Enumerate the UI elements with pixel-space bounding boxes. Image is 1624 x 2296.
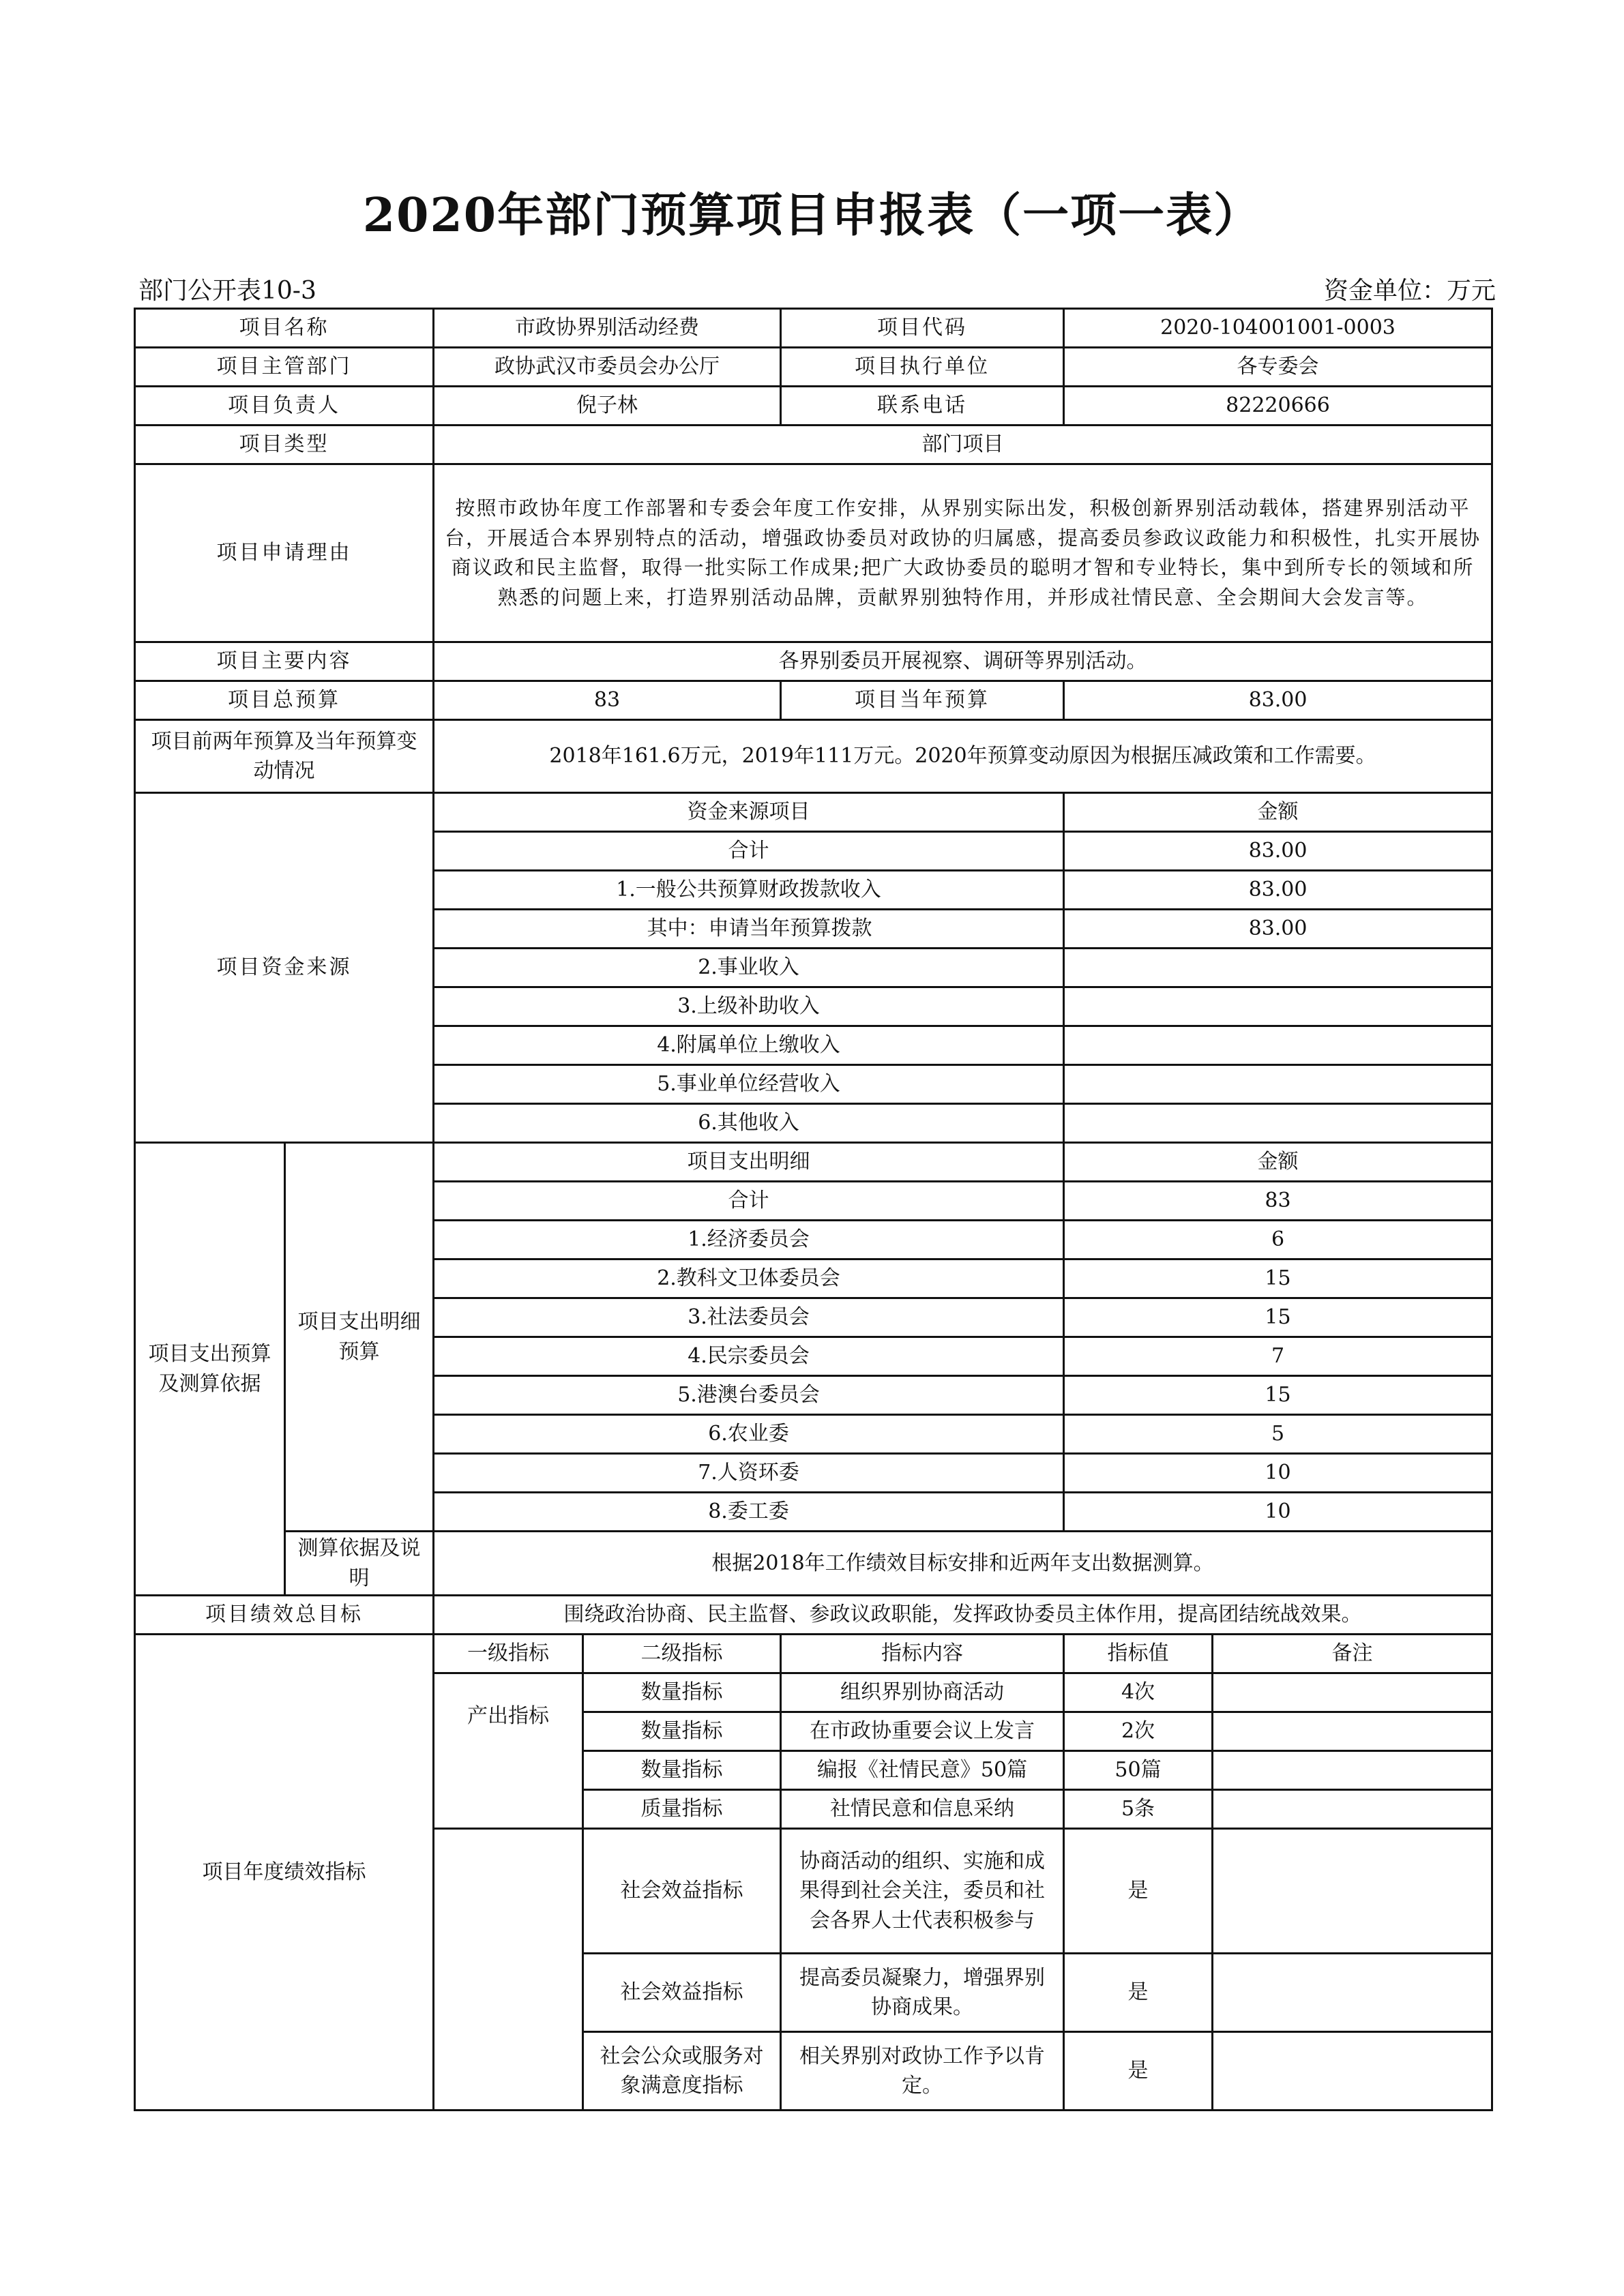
dept-label: 项目主管部门: [135, 348, 434, 387]
funding-item: 4.附属单位上缴收入: [434, 1026, 1064, 1065]
expense-col-item: 项目支出明细: [434, 1143, 1064, 1182]
funding-amount: [1064, 1104, 1492, 1143]
table-row: [135, 387, 1492, 426]
perf-l2: 社会效益指标: [583, 1954, 781, 2032]
perf-value: 2次: [1064, 1712, 1213, 1751]
funding-col-item: 资金来源项目: [434, 793, 1064, 832]
expense-amount: 6: [1064, 1221, 1492, 1259]
perf-note: [1213, 1712, 1492, 1751]
expense-col-amount: 金额: [1064, 1143, 1492, 1182]
perf-value: 50篇: [1064, 1751, 1213, 1790]
expense-item: 1.经济委员会: [434, 1221, 1064, 1259]
expense-amount: 15: [1064, 1298, 1492, 1337]
expense-sub-label: 项目支出明细预算: [285, 1143, 434, 1532]
expense-amount: 10: [1064, 1493, 1492, 1532]
expense-amount: 83: [1064, 1182, 1492, 1221]
perf-goal-value: 围绕政治协商、民主监督、参政议政职能，发挥政协委员主体作用，提高团结统战效果。: [434, 1596, 1492, 1635]
funding-item: 6.其他收入: [434, 1104, 1064, 1143]
expense-item: 3.社法委员会: [434, 1298, 1064, 1337]
funding-amount: [1064, 949, 1492, 987]
perf-output-label: 产出指标: [434, 1673, 583, 1829]
type-value: 部门项目: [434, 426, 1492, 464]
expense-item: 7.人资环委: [434, 1454, 1064, 1493]
perf-note: [1213, 1829, 1492, 1954]
perf-content: 提高委员凝聚力，增强界别协商成果。: [781, 1954, 1064, 2032]
expense-amount: 7: [1064, 1337, 1492, 1376]
table-row: [135, 464, 1492, 642]
perf-value: 5条: [1064, 1790, 1213, 1829]
project-name-value: 市政协界别活动经费: [434, 309, 781, 348]
leader-label: 项目负责人: [135, 387, 434, 426]
perf-header-value: 指标值: [1064, 1635, 1213, 1673]
expense-amount: 5: [1064, 1415, 1492, 1454]
expense-item: 2.教科文卫体委员会: [434, 1259, 1064, 1298]
table-row: [135, 720, 1492, 793]
perf-header-content: 指标内容: [781, 1635, 1064, 1673]
page-title: 2020年部门预算项目申报表（一项一表）: [362, 188, 1262, 243]
table-row: [135, 642, 1492, 681]
perf-l2: 社会效益指标: [583, 1829, 781, 1954]
perf-l2: 质量指标: [583, 1790, 781, 1829]
leader-value: 倪子林: [434, 387, 781, 426]
expense-amount: 10: [1064, 1454, 1492, 1493]
exec-unit-value: 各专委会: [1064, 348, 1492, 387]
perf-value: 是: [1064, 1829, 1213, 1954]
perf-content: 相关界别对政协工作予以肯定。: [781, 2032, 1064, 2111]
perf-note: [1213, 2032, 1492, 2111]
expense-label: 项目支出预算及测算依据: [135, 1143, 285, 1596]
expense-item: 6.农业委: [434, 1415, 1064, 1454]
type-label: 项目类型: [135, 426, 434, 464]
table-row: [135, 1596, 1492, 1635]
table-code: 部门公开表10-3: [138, 277, 316, 305]
total-budget-value: 83: [434, 681, 781, 720]
expense-item: 合计: [434, 1182, 1064, 1221]
funding-item: 3.上级补助收入: [434, 987, 1064, 1026]
content-value: 各界别委员开展视察、调研等界别活动。: [434, 642, 1492, 681]
perf-l2: 数量指标: [583, 1712, 781, 1751]
funding-item: 其中：申请当年预算拨款: [434, 910, 1064, 949]
perf-content: 社情民意和信息采纳: [781, 1790, 1064, 1829]
funding-item: 2.事业收入: [434, 949, 1064, 987]
unit-label: 资金单位：万元: [1323, 277, 1496, 305]
expense-item: 8.委工委: [434, 1493, 1064, 1532]
current-budget-value: 83.00: [1064, 681, 1492, 720]
perf-content: 协商活动的组织、实施和成果得到社会关注，委员和社会各界人士代表积极参与: [781, 1829, 1064, 1954]
perf-annual-label: 项目年度绩效指标: [135, 1635, 434, 2111]
content-label: 项目主要内容: [135, 642, 434, 681]
perf-value: 4次: [1064, 1673, 1213, 1712]
table-row: [135, 1532, 1492, 1596]
perf-content: 编报《社情民意》50篇: [781, 1751, 1064, 1790]
perf-content: 在市政协重要会议上发言: [781, 1712, 1064, 1751]
funding-col-amount: 金额: [1064, 793, 1492, 832]
funding-amount: [1064, 987, 1492, 1026]
perf-value: 是: [1064, 2032, 1213, 2111]
exec-unit-label: 项目执行单位: [781, 348, 1064, 387]
table-row: [135, 309, 1492, 348]
phone-label: 联系电话: [781, 387, 1064, 426]
budget-table: [134, 308, 1493, 2111]
table-row: [135, 1143, 1492, 1182]
funding-amount: [1064, 1065, 1492, 1104]
table-row: [135, 348, 1492, 387]
funding-amount: 83.00: [1064, 910, 1492, 949]
table-row: [135, 1635, 1492, 1673]
funding-amount: [1064, 1026, 1492, 1065]
table-row: [135, 681, 1492, 720]
history-label: 项目前两年预算及当年预算变动情况: [135, 720, 434, 793]
perf-l2: 数量指标: [583, 1751, 781, 1790]
expense-amount: 15: [1064, 1376, 1492, 1415]
funding-item: 5.事业单位经营收入: [434, 1065, 1064, 1104]
perf-header-l1: 一级指标: [434, 1635, 583, 1673]
table-row: [135, 426, 1492, 464]
history-value: 2018年161.6万元，2019年111万元。2020年预算变动原因为根据压减政策和工作需要。: [434, 720, 1492, 793]
perf-note: [1213, 1790, 1492, 1829]
funding-amount: 83.00: [1064, 871, 1492, 910]
perf-l2: 社会公众或服务对象满意度指标: [583, 2032, 781, 2111]
perf-goal-label: 项目绩效总目标: [135, 1596, 434, 1635]
expense-amount: 15: [1064, 1259, 1492, 1298]
perf-value: 是: [1064, 1954, 1213, 2032]
expense-item: 4.民宗委员会: [434, 1337, 1064, 1376]
perf-l2: 数量指标: [583, 1673, 781, 1712]
basis-value: 根据2018年工作绩效目标安排和近两年支出数据测算。: [434, 1532, 1492, 1596]
perf-header-l2: 二级指标: [583, 1635, 781, 1673]
phone-value: 82220666: [1064, 387, 1492, 426]
basis-label: 测算依据及说明: [285, 1532, 434, 1596]
reason-label: 项目申请理由: [135, 464, 434, 642]
dept-value: 政协武汉市委员会办公厅: [434, 348, 781, 387]
funding-amount: 83.00: [1064, 832, 1492, 871]
perf-header-note: 备注: [1213, 1635, 1492, 1673]
funding-item: 1.一般公共预算财政拨款收入: [434, 871, 1064, 910]
total-budget-label: 项目总预算: [135, 681, 434, 720]
project-code-label: 项目代码: [781, 309, 1064, 348]
funding-label: 项目资金来源: [135, 793, 434, 1143]
perf-note: [1213, 1673, 1492, 1712]
reason-value: 按照市政协年度工作部署和专委会年度工作安排，从界别实际出发，积极创新界别活动载体，搭建界别活动平台，开展适合本界别特点的活动，增强政协委员对政协的归属感，提高委员参政议政能力和积极性，扎实开展协商议政和民主监督，取得一批实际工作成果;把广大政协委员的聪明才智和专业特长，集中到所专长的领域和所熟悉的问题上来，打造界别活动品牌，贡献界别独特作用，并形成社情民意、全会期间大会发言等。: [434, 464, 1492, 642]
perf-effect-l1: [434, 1829, 583, 2111]
project-code-value: 2020-104001001-0003: [1064, 309, 1492, 348]
project-name-label: 项目名称: [135, 309, 434, 348]
current-budget-label: 项目当年预算: [781, 681, 1064, 720]
perf-note: [1213, 1954, 1492, 2032]
funding-item: 合计: [434, 832, 1064, 871]
table-row: [135, 793, 1492, 832]
expense-item: 5.港澳台委员会: [434, 1376, 1064, 1415]
perf-content: 组织界别协商活动: [781, 1673, 1064, 1712]
perf-note: [1213, 1751, 1492, 1790]
